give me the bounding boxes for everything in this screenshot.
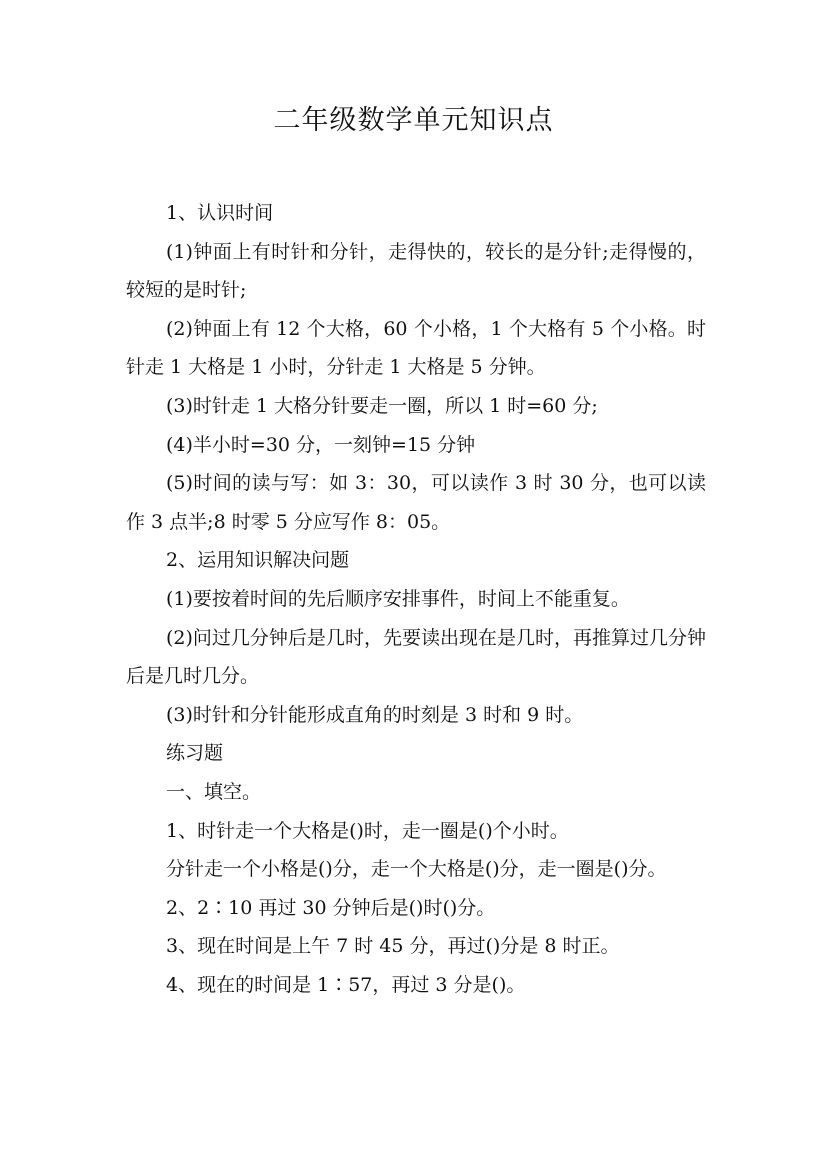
exercise-item: 4、现在的时间是 1∶57，再过 3 分是()。 [166, 973, 526, 996]
paragraph: (4)半小时=30 分，一刻钟=15 分钟 [166, 433, 476, 456]
exercise-item: 2、2∶10 再过 30 分钟后是()时()分。 [166, 896, 496, 919]
section-heading-exercises: 练习题 [166, 742, 224, 765]
section-heading-apply-knowledge: 2、运用知识解决问题 [166, 549, 350, 572]
exercise-item: 1、时针走一个大格是()时，走一圈是()个小时。 [166, 819, 569, 842]
section-heading-recognize-time: 1、认识时间 [166, 202, 274, 224]
subsection-heading-fill-in: 一、填空。 [166, 780, 262, 803]
paragraph: (5)时间的读与写：如 3：30，可以读作 3 时 30 分，也可以读作 3 点半;8 时零 5 分应写作 8：05。 [126, 472, 706, 533]
document-title: 二年级数学单元知识点 [273, 105, 554, 136]
paragraph: (1)要按着时间的先后顺序安排事件，时间上不能重复。 [166, 587, 630, 610]
exercise-item: 分针走一个小格是()分，走一个大格是()分，走一圈是()分。 [166, 858, 667, 881]
document-body [126, 194, 706, 1004]
paragraph: (2)问过几分钟后是几时，先要读出现在是几时，再推算过几分钟后是几时几分。 [126, 626, 706, 688]
paragraph: (3)时针和分针能形成直角的时刻是 3 时和 9 时。 [166, 703, 584, 726]
paragraph: (2)钟面上有 12 个大格，60 个小格，1 个大格有 5 个小格。时针走 1 大格是 1 小时，分针走 1 大格是 5 分钟。 [126, 317, 706, 379]
paragraph: (1)钟面上有时针和分针，走得快的，较长的是分针;走得慢的，较短的是时针; [126, 240, 706, 302]
paragraph: (3)时针走 1 大格分针要走一圈，所以 1 时=60 分; [166, 394, 598, 417]
exercise-item: 3、现在时间是上午 7 时 45 分，再过()分是 8 时正。 [166, 935, 620, 958]
